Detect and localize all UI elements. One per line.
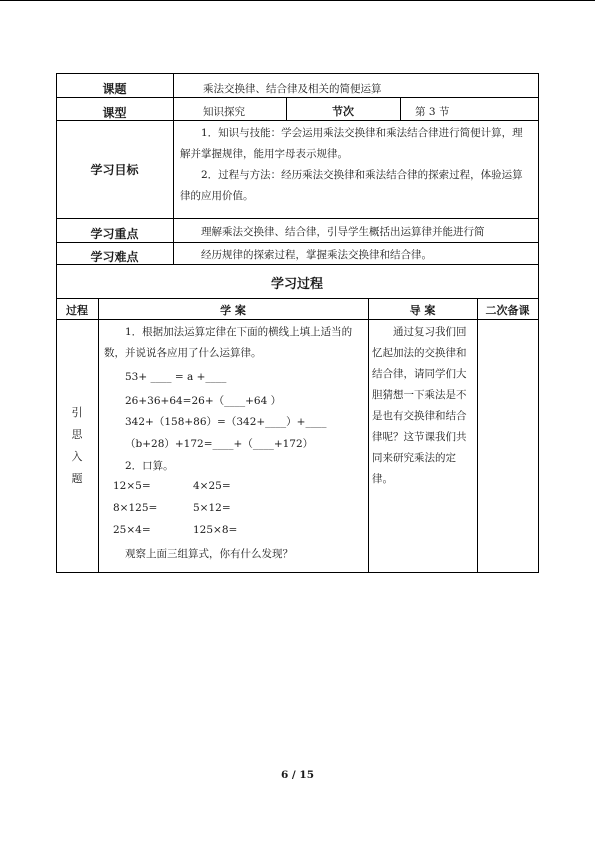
header-guide: 导 案 [409,304,436,317]
stage-char: 引 [71,406,83,419]
stage-char: 入 [71,450,83,463]
calc-item: 4×25= [193,480,231,492]
calc-item: 12×5= [113,480,151,492]
header-notes: 二次备课 [485,304,530,317]
page-top-rule [0,0,595,1]
header-plan: 学 案 [220,304,246,317]
objective-2: 2．过程与方法：经历乘法交换律和乘法结合律的探索过程，体验运算律的应用价值。 [180,169,523,202]
plan-line: 342+（158+86）=（342+____）+____ [125,416,327,428]
session-label: 节次 [332,105,354,118]
plan-question: 观察上面三组算式，你有什么发现？ [125,548,293,560]
plan-line: 53+ ____ = a +____ [125,371,227,383]
calc-item: 25×4= [113,524,151,536]
plan-line: （b+28）+172=____+（____+172） [125,438,314,450]
course-type-value: 知识探究 [203,106,245,118]
guide-text: 通过复习我们回忆起加法的交换律和结合律，请同学们大胆猜想一下乘法是不是也有交换律和结合律呢？这节课我们共同来研究乘法的定律。 [372,326,467,485]
session-value: 第 3 节 [415,106,450,118]
difficulty-value: 经历规律的探索过程，掌握乘法交换律和结合律。 [201,249,432,261]
key-points-label: 学习重点 [90,227,139,241]
header-process: 过程 [66,304,88,317]
plan-task-1: 1．根据加法运算定律在下面的横线上填上适当的数，并说说各应用了什么运算律。 [104,326,353,359]
objectives-label: 学习目标 [90,163,139,177]
stage-char: 题 [71,472,83,485]
course-type-label: 课型 [102,106,127,120]
plan-task-2: 2．口算。 [125,460,174,472]
page-number: 6 / 15 [280,769,315,781]
calc-item: 125×8= [193,524,238,536]
process-title: 学习过程 [270,277,323,292]
stage-char: 思 [71,428,83,441]
key-points-value: 理解乘法交换律、结合律，引导学生概括出运算律并能进行简 [201,226,485,238]
objective-1: 1．知识与技能：学会运用乘法交换律和乘法结合律进行简便计算，理解并掌握规律，能用字母表示规律。 [180,127,523,160]
difficulty-label: 学习难点 [90,250,139,264]
course-title-label: 课题 [102,82,127,96]
calc-item: 8×125= [113,502,158,514]
calc-item: 5×12= [193,502,231,514]
stage-label [56,402,98,490]
course-title-value: 乘法交换律、结合律及相关的简便运算 [203,83,382,95]
plan-line: 26+36+64=26+（____+64 ） [125,395,282,407]
